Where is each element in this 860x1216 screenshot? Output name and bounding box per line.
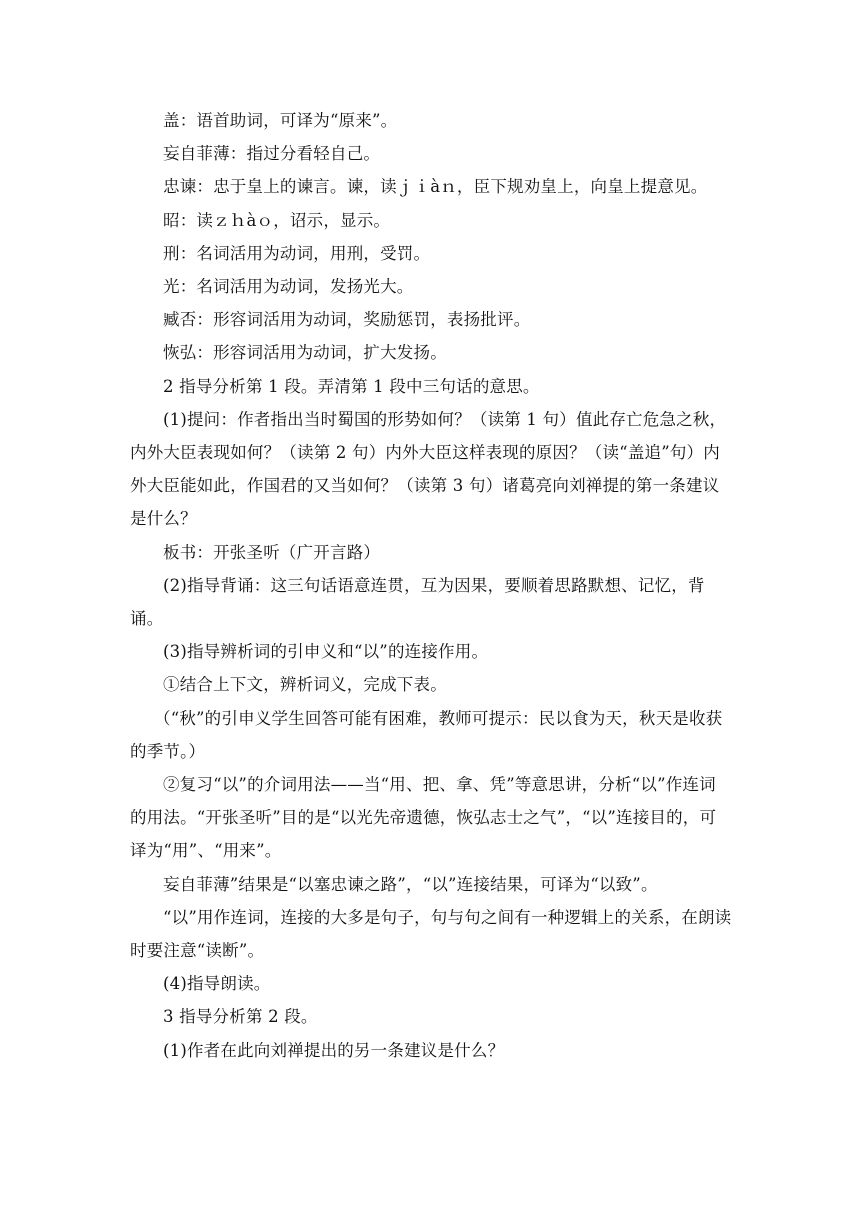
section-heading-3: 3 指导分析第 2 段。 — [163, 1007, 318, 1027]
paragraph-question-3: (3)指导辨析词的引申义和“以”的连接作用。 — [163, 642, 489, 662]
section-heading-2: 2 指导分析第 1 段。弄清第 1 段中三句话的意思。 — [163, 376, 540, 396]
paragraph-1: 盖：语首助词，可译为“原来”。 — [163, 111, 398, 130]
subitem-1: ①结合上下文，辨析词义，完成下表。 — [163, 675, 447, 695]
subitem-2: ②复习“以”的介词用法——当“用、把、拿、凭”等意思讲，分析“以”作连词的用法。“开张圣听”目的是“以光先帝遗德，恢弘志士之气”，“以”连接目的，可译为“用”、“用来”。 — [130, 775, 717, 861]
paragraph-result: 妄自菲薄”结果是“以塞忠谏之路”，“以”连接结果，可译为“以致”。 — [163, 874, 658, 894]
paragraph-4: 昭：读ｚｈàｏ，诏示，显示。 — [163, 210, 391, 230]
paragraph-7: 臧否：形容词活用为动词，奖励惩罚，表扬批评。 — [163, 310, 531, 330]
paragraph-3: 忠谏：忠于皇上的谏言。谏，读ｊｉàｎ，臣下规劝皇上，向皇上提意见。 — [163, 177, 708, 197]
paragraph-question-5: (1)作者在此向刘禅提出的另一条建议是什么？ — [163, 1040, 505, 1060]
board-note: 板书：开张圣听（广开言路） — [163, 542, 381, 562]
paragraph-2: 妄自菲薄：指过分看轻自己。 — [163, 144, 381, 164]
paragraph-question-2: (2)指导背诵：这三句话语意连贯，互为因果，要顺着思路默想、记忆，背诵。 — [130, 575, 705, 629]
document-body — [130, 104, 732, 1067]
paragraph-conjunction: “以”用作连词，连接的大多是句子，句与句之间有一种逻辑上的关系，在朗读时要注意“读断”。 — [130, 907, 732, 961]
paragraph-8: 恢弘：形容词活用为动词，扩大发扬。 — [163, 343, 447, 363]
paragraph-6: 光：名词活用为动词，发扬光大。 — [163, 277, 414, 297]
paragraph-question-1: (1)提问：作者指出当时蜀国的形势如何？（读第 1 句）值此存亡危急之秋，内外大臣表现如何？（读第 2 句）内外大臣这样表现的原因？（读“盖追”句）内外大臣能如此，作国君的又当如何？（读第 3 句）诸葛亮向刘禅提的第一条建议是什么？ — [130, 409, 727, 529]
paragraph-question-4: (4)指导朗读。 — [163, 974, 271, 994]
paragraph-note: （“秋”的引申义学生回答可能有困难，教师可提示：民以食为天，秋天是收获的季节。） — [130, 708, 723, 761]
paragraph-5: 刑：名词活用为动词，用刑，受罚。 — [163, 243, 431, 263]
